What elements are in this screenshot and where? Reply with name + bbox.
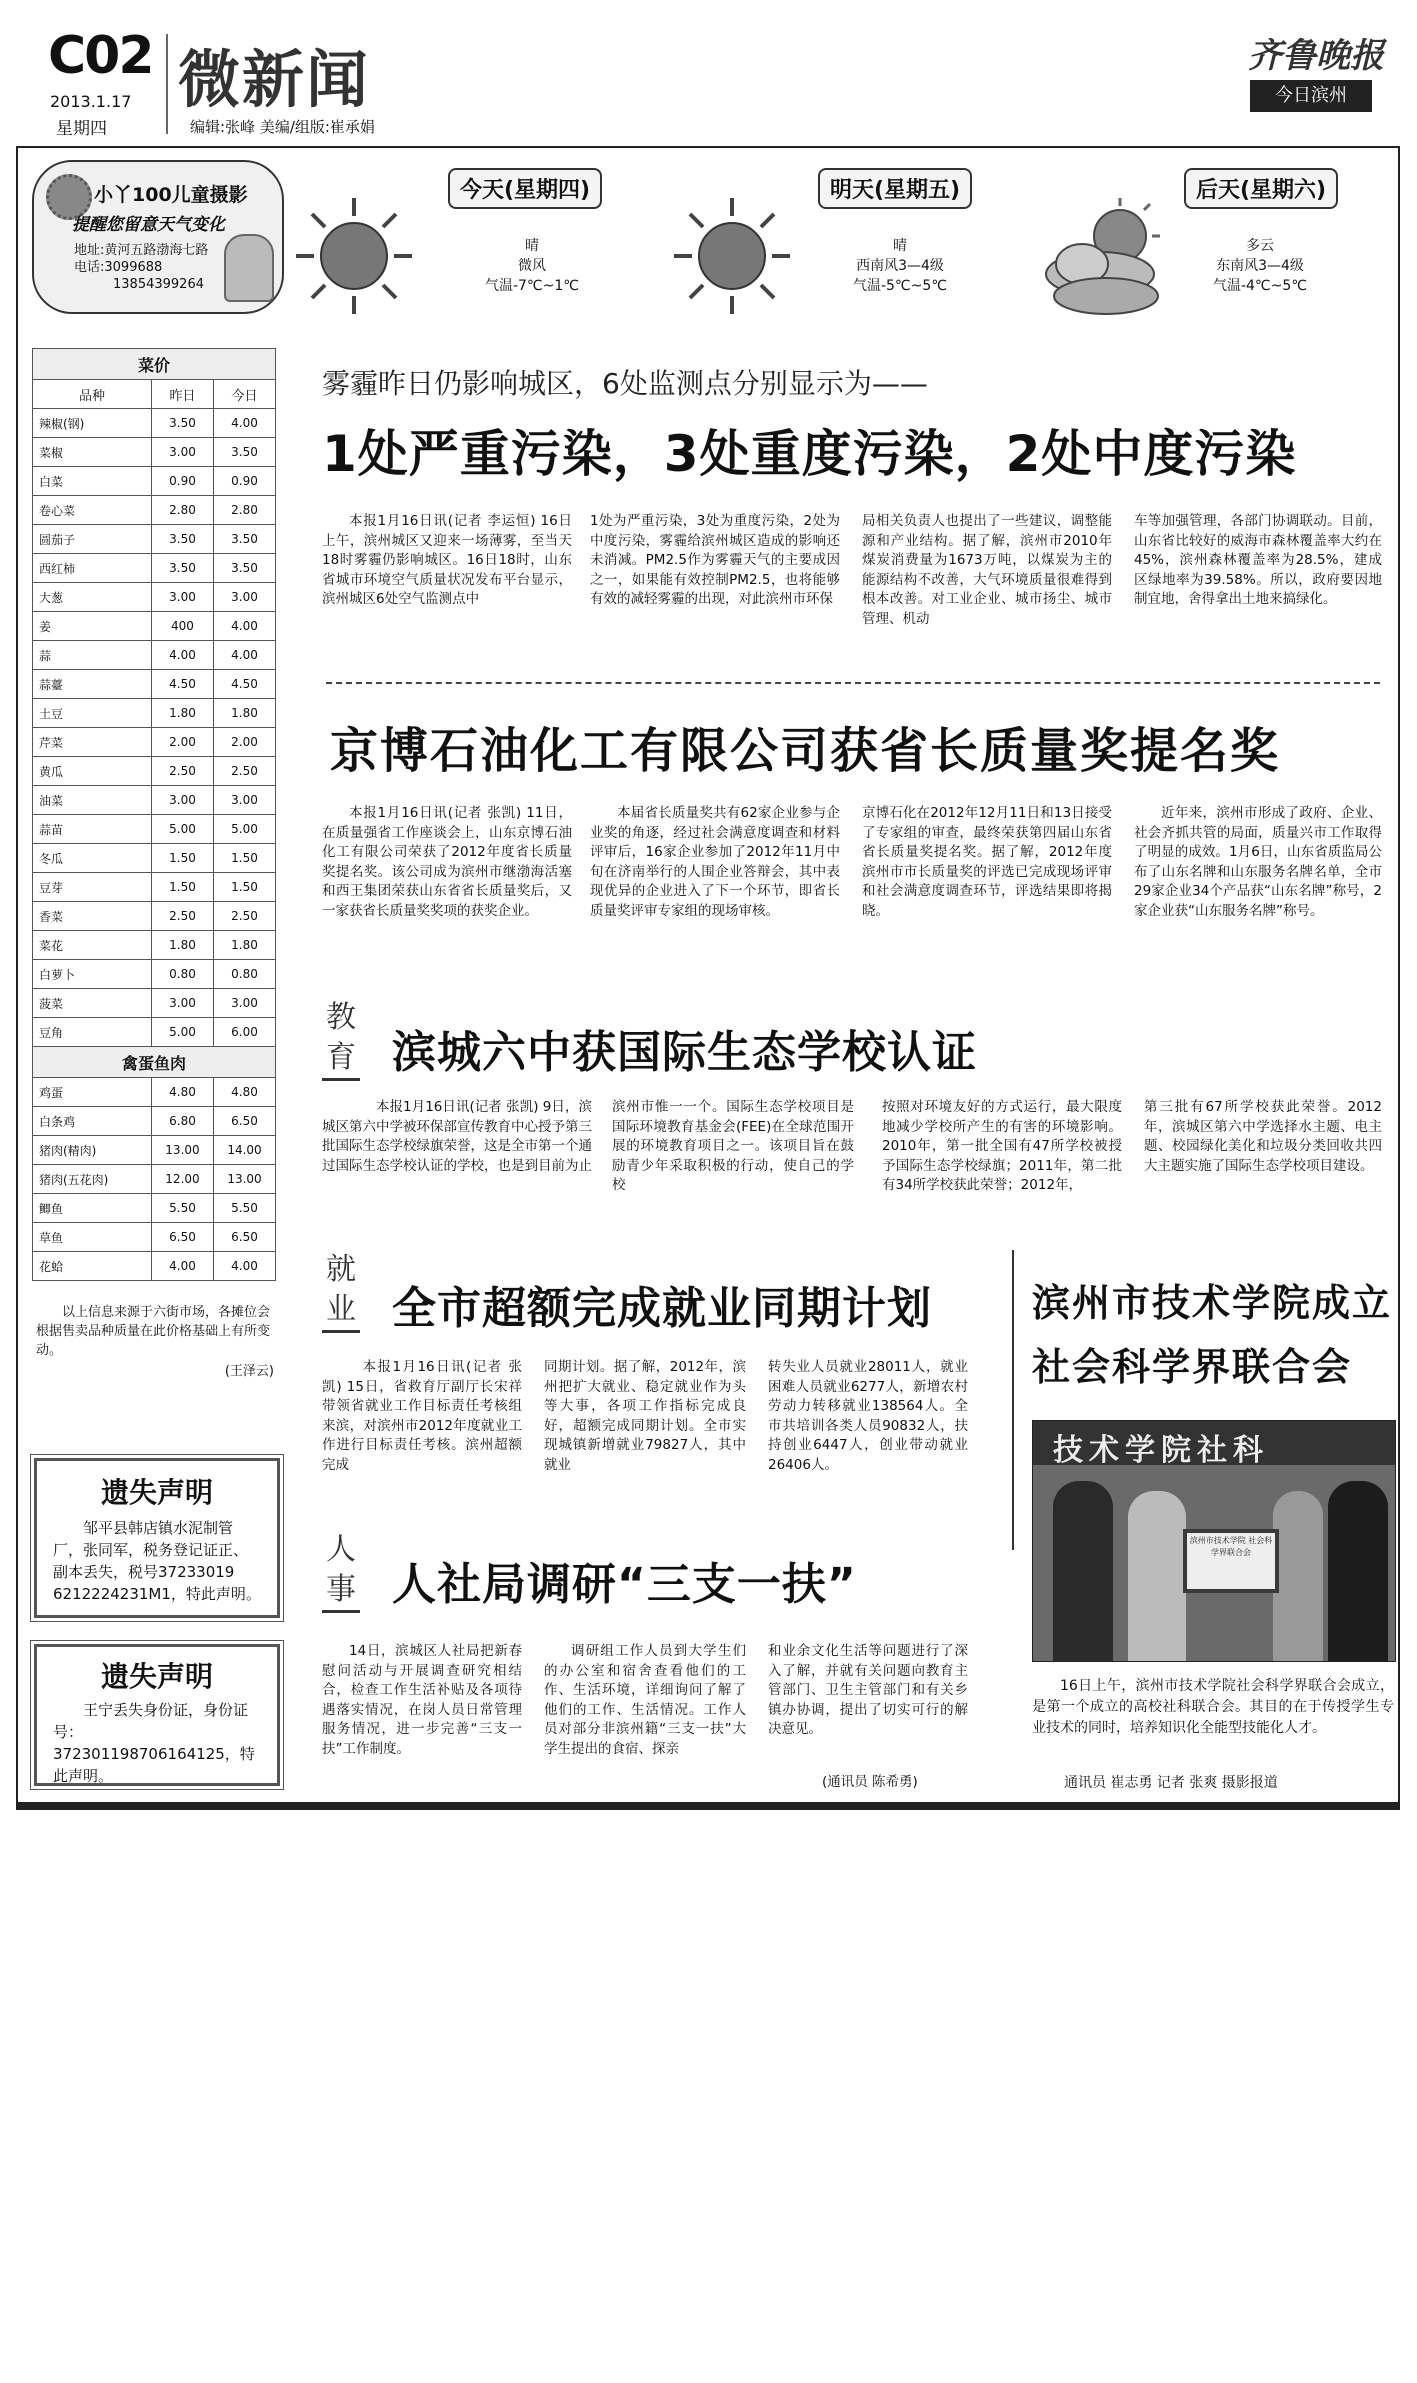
weather-info <box>442 236 622 296</box>
price-today: 6.50 <box>213 1223 275 1252</box>
price-yesterday: 6.80 <box>151 1107 213 1136</box>
price-today: 4.00 <box>213 409 275 438</box>
price-row <box>33 728 276 757</box>
person-figure <box>1273 1491 1323 1661</box>
price-yesterday: 400 <box>151 612 213 641</box>
story-col: 同期计划。据了解，2012年，滨州把扩大就业、稳定就业作为头等大事，各项工作指标完成良好，超额完成同期计划。全市实现城镇新增就业79827人，其中就业 <box>544 1359 746 1473</box>
photo-credit: 通讯员 崔志勇 记者 张爽 摄影报道 <box>1064 1775 1278 1791</box>
price-today: 6.50 <box>213 1107 275 1136</box>
cloudy-icon <box>1036 192 1176 322</box>
price-section-title: 禽蛋鱼肉 <box>33 1047 276 1078</box>
price-row <box>33 902 276 931</box>
story-headline: 人社局调研“三支一扶” <box>392 1559 857 1610</box>
price-yesterday: 1.50 <box>151 873 213 902</box>
weather-day-label: 今天(星期四) <box>448 168 602 209</box>
price-today: 0.90 <box>213 467 275 496</box>
price-yesterday: 6.50 <box>151 1223 213 1252</box>
sun-icon <box>294 196 414 316</box>
ad-phone1: 3099688 <box>104 260 163 275</box>
price-item: 大葱 <box>33 583 152 612</box>
price-item: 猪肉(精肉) <box>33 1136 152 1165</box>
price-item: 白条鸡 <box>33 1107 152 1136</box>
price-today: 2.00 <box>213 728 275 757</box>
price-row <box>33 1078 276 1107</box>
price-today: 2.50 <box>213 757 275 786</box>
section-logo: 微新闻 <box>178 43 371 116</box>
price-yesterday: 2.50 <box>151 902 213 931</box>
story-col: 近年来，滨州市形成了政府、企业、社会齐抓共管的局面，质量兴市工作取得了明显的成效。1月6日，山东省质监局公布了山东名牌和山东服务名牌名单，全市29家企业34个产品获“山东名牌”称号，2家企业获“山东服务名牌”称号。 <box>1134 805 1382 919</box>
story-col: 调研组工作人员到大学生们的办公室和宿舍查看他们的工作、生活环境，详细询问了解了他们的工作、生活情况。工作人员对部分非滨州籍“三支一扶”大学生提出的食宿、探亲 <box>544 1643 746 1757</box>
price-today: 3.00 <box>213 989 275 1018</box>
price-today: 4.00 <box>213 612 275 641</box>
weather-wind: 微风 <box>518 258 546 274</box>
price-item: 辣椒(钢) <box>33 409 152 438</box>
price-row <box>33 438 276 467</box>
price-today: 4.80 <box>213 1078 275 1107</box>
story-divider-vertical <box>1012 1250 1014 1550</box>
price-row <box>33 989 276 1018</box>
issue-weekday: 星期四 <box>56 119 107 139</box>
story-col: 转失业人员就业28011人，就业困难人员就业6277人，新增农村劳动力转移就业138564人。全市共培训各类人员90832人，扶持创业6447人，创业带动就业26406人。 <box>768 1359 968 1473</box>
weather-condition: 晴 <box>893 238 907 254</box>
story-col: 和业余文化生活等问题进行了深入了解，并就有关问题向教育主管部门、卫生主管部门和有关乡镇办协调，提出了切实可行的解决意见。 <box>768 1643 968 1737</box>
ad-address-label: 地址: <box>74 243 105 258</box>
story-kicker: 雾霾昨日仍影响城区，6处监测点分别显示为—— <box>322 367 928 400</box>
price-today: 1.50 <box>213 873 275 902</box>
price-item: 油菜 <box>33 786 152 815</box>
price-item: 土豆 <box>33 699 152 728</box>
page-code: C02 <box>48 26 153 86</box>
price-table-box <box>32 348 278 1379</box>
weather-info <box>1170 236 1350 296</box>
frame-bottom-bar <box>16 1802 1400 1808</box>
category-label: 人事 <box>322 1530 360 1613</box>
price-item: 鸡蛋 <box>33 1078 152 1107</box>
price-yesterday: 3.00 <box>151 583 213 612</box>
price-row <box>33 844 276 873</box>
price-item: 草鱼 <box>33 1223 152 1252</box>
lost-notice-title: 遗失声明 <box>100 1660 213 1693</box>
story-col: 车等加强管理，各部门协调联动。目前，山东省比较好的威海市森林覆盖率大约在45%，滨州森林覆盖率为28.5%，建成区绿地率为39.58%。所以，政府要因地制宜地，舍得拿出土地来搞绿化。 <box>1134 513 1382 607</box>
weather-wind: 东南风3—4级 <box>1216 258 1304 274</box>
price-row <box>33 931 276 960</box>
price-yesterday: 1.50 <box>151 844 213 873</box>
section-divider <box>326 682 1380 684</box>
price-item: 蒜苗 <box>33 815 152 844</box>
weather-day-label: 明天(星期五) <box>818 168 972 209</box>
price-yesterday: 1.80 <box>151 931 213 960</box>
price-item: 芹菜 <box>33 728 152 757</box>
story-sci-federation <box>1012 1250 1394 1800</box>
story-award <box>322 712 1392 982</box>
story-col: 1处为严重污染，3处为重度污染，2处为中度污染，雾霾给滨州城区造成的影响还未消减。PM2.5作为雾霾天气的主要成因之一，如果能有效控制PM2.5，也将能够有效的减轻雾霾的出现，对此滨州市环保 <box>590 513 840 607</box>
price-yesterday: 13.00 <box>151 1136 213 1165</box>
price-yesterday: 1.80 <box>151 699 213 728</box>
price-item: 西红柿 <box>33 554 152 583</box>
story-col: 本届省长质量奖共有62家企业参与企业奖的角逐，经过社会满意度调查和材料评审后，16家企业参加了2012年11月中旬在济南举行的人围企业答辩会，其中表现优异的企业进入了下一个环节，即省长质量奖评审专家组的现场审核。 <box>590 805 840 919</box>
price-today: 3.00 <box>213 583 275 612</box>
weather-temp: 气温-5℃~5℃ <box>852 278 948 294</box>
brand-name: 齐鲁晚报 <box>1248 36 1384 76</box>
price-yesterday: 0.80 <box>151 960 213 989</box>
ad-contact <box>74 242 208 293</box>
price-today: 6.00 <box>213 1018 275 1047</box>
story-col: 本报1月16日讯(记者 张凯) 11日，在质量强省工作座谈会上，山东京博石油化工有限公司荣获了2012年度省长质量奖提名奖。该公司成为滨州市继渤海活塞和西王集团荣获山东省省长质量奖后，又一家获省长质量奖奖项的获奖企业。 <box>322 805 572 919</box>
price-yesterday: 4.50 <box>151 670 213 699</box>
price-yesterday: 5.50 <box>151 1194 213 1223</box>
price-row <box>33 583 276 612</box>
lost-notice-body: 王宁丢失身份证，身份证号：372301198706164125，特此声明。 <box>53 1701 255 1785</box>
price-item: 豆芽 <box>33 873 152 902</box>
price-row <box>33 757 276 786</box>
price-yesterday: 4.00 <box>151 1252 213 1281</box>
price-item: 姜 <box>33 612 152 641</box>
story-byline: (通讯员 陈希勇) <box>822 1774 918 1790</box>
editor-line: 编辑:张峰 美编/组版:崔承娟 <box>190 118 375 136</box>
price-row <box>33 1107 276 1136</box>
price-table <box>32 348 276 1281</box>
price-item: 蒜薹 <box>33 670 152 699</box>
price-row <box>33 467 276 496</box>
price-yesterday: 3.50 <box>151 554 213 583</box>
price-row <box>33 641 276 670</box>
story-col: 局相关负责人也提出了一些建议，调整能源和产业结构。据了解，滨州市2010年煤炭消费量为1673万吨，以煤炭为主的能源结构不改善，大气环境质量很难得到根本改善。对工业企业、城市扬尘、城市管理、机动 <box>862 513 1112 627</box>
price-today: 3.50 <box>213 554 275 583</box>
price-today: 4.00 <box>213 1252 275 1281</box>
kids-illustration-icon <box>224 234 274 302</box>
category-label: 就业 <box>322 1250 360 1333</box>
weather-day-after <box>1034 166 1394 326</box>
ad-phone-label: 电话: <box>74 260 105 275</box>
price-note: 以上信息来源于六街市场，各摊位会根据售卖品种质量在此价格基础上有所变动。 <box>36 1305 271 1358</box>
price-today: 5.50 <box>213 1194 275 1223</box>
price-yesterday: 3.50 <box>151 409 213 438</box>
story-col: 滨州市惟一一个。国际生态学校项目是国际环境教育基金会(FEE)在全球范围开展的环境教育项目之一。该项目旨在鼓励青少年采取积极的行动，使自己的学校 <box>612 1099 854 1193</box>
person-figure <box>1128 1491 1186 1661</box>
story-col: 第三批有67所学校获此荣誉。2012年，滨城区第六中学选择水主题、电主题、校园绿化美化和垃圾分类回收共四大主题实施了国际生态学校项目建设。 <box>1144 1099 1382 1174</box>
col-header: 品种 <box>33 380 152 409</box>
story-col: 本报1月16日讯(记者 李运恒) 16日上午，滨州城区又迎来一场薄雾，至当天18时雾霾仍影响城区。16日18时，山东省城市环境空气质量状况发布平台显示，滨州城区6处空气监测点中 <box>322 513 572 607</box>
price-row <box>33 1136 276 1165</box>
price-row <box>33 496 276 525</box>
price-yesterday: 2.50 <box>151 757 213 786</box>
weather-today <box>292 166 642 326</box>
ad-phone2: 13854399264 <box>113 277 204 292</box>
ad-title: 小丫100儿童摄影 <box>94 184 248 206</box>
story-col: 按照对环境友好的方式运行，最大限度地减少学校所产生的有害的环境影响。2010年，第一批全国有47所学校被授予国际生态学校绿旗；2011年，第二批有34所学校获此荣誉；2012年， <box>882 1099 1122 1193</box>
price-today: 1.80 <box>213 699 275 728</box>
story-headline: 滨城六中获国际生态学校认证 <box>392 1027 977 1078</box>
lost-notice-2 <box>34 1644 280 1786</box>
category-label: 教育 <box>322 998 360 1081</box>
price-item: 蒜 <box>33 641 152 670</box>
price-item: 豆角 <box>33 1018 152 1047</box>
price-row <box>33 960 276 989</box>
price-yesterday: 3.00 <box>151 786 213 815</box>
price-item: 鲫鱼 <box>33 1194 152 1223</box>
price-row <box>33 815 276 844</box>
sun-icon <box>672 196 792 316</box>
price-yesterday: 2.00 <box>151 728 213 757</box>
price-today: 1.50 <box>213 844 275 873</box>
story-col: 京博石化在2012年12月11日和13日接受了专家组的审查，最终荣获第四届山东省省长质量奖提名奖。据了解，2012年度滨州市市长质量奖的评选已完成现场评审和社会满意度调查环节，评选结果即将揭晓。 <box>862 805 1112 919</box>
price-yesterday: 3.50 <box>151 525 213 554</box>
price-item: 冬瓜 <box>33 844 152 873</box>
story-employment <box>322 1250 1002 1510</box>
photo-studio-ad <box>32 160 284 314</box>
price-today: 4.50 <box>213 670 275 699</box>
person-figure <box>1053 1481 1113 1661</box>
photo-caption: 16日上午，滨州市技术学院社会科学界联合会成立，是第一个成立的高校社科联合会。其目的在于传授学生专业技术的同时，培养知识化全能型技能化人才。 <box>1032 1678 1394 1736</box>
story-hr-bureau <box>322 1530 1002 1800</box>
price-yesterday: 0.90 <box>151 467 213 496</box>
price-today: 0.80 <box>213 960 275 989</box>
price-row <box>33 670 276 699</box>
price-yesterday: 5.00 <box>151 815 213 844</box>
person-figure <box>1328 1481 1388 1661</box>
lost-notice-title: 遗失声明 <box>100 1476 213 1509</box>
price-today: 1.80 <box>213 931 275 960</box>
story-col: 本报1月16日讯(记者 张凯) 9日，滨城区第六中学被环保部宣传教育中心授予第三批国际生态学校绿旗荣誉，这是全市第一个通过国际生态学校认证的学校，也是到目前为止 <box>322 1099 592 1174</box>
weather-wind: 西南风3—4级 <box>856 258 944 274</box>
issue-date: 2013.1.17 <box>50 92 132 111</box>
price-yesterday: 2.80 <box>151 496 213 525</box>
price-row <box>33 786 276 815</box>
price-row <box>33 525 276 554</box>
weather-temp: 气温-4℃~5℃ <box>1212 278 1308 294</box>
story-headline: 1处严重污染，3处重度污染，2处中度污染 <box>322 425 1297 483</box>
lost-notice-1 <box>34 1458 280 1618</box>
price-yesterday: 5.00 <box>151 1018 213 1047</box>
price-item: 卷心菜 <box>33 496 152 525</box>
price-row <box>33 1194 276 1223</box>
price-yesterday: 3.00 <box>151 989 213 1018</box>
weather-temp: 气温-7℃~1℃ <box>484 278 580 294</box>
price-note-author: (王泽云) <box>224 1364 274 1379</box>
price-table-title: 菜价 <box>33 349 276 380</box>
price-today: 5.00 <box>213 815 275 844</box>
story-col: 本报1月16日讯(记者 张凯) 15日，省救育厅副厅长宋祥带领省就业工作目标责任考核组来滨，对滨州市2012年度就业工作进行目标责任考核。滨州超额完成 <box>322 1359 522 1473</box>
page-header <box>0 0 1417 150</box>
col-header: 昨日 <box>151 380 213 409</box>
price-item: 白萝卜 <box>33 960 152 989</box>
price-item: 菠菜 <box>33 989 152 1018</box>
story-eco-school <box>322 998 1392 1238</box>
price-item: 菜椒 <box>33 438 152 467</box>
weather-condition: 晴 <box>525 238 539 254</box>
price-item: 圆茄子 <box>33 525 152 554</box>
story-headline: 京博石油化工有限公司获省长质量奖提名奖 <box>330 723 1281 779</box>
price-today: 13.00 <box>213 1165 275 1194</box>
price-item: 香菜 <box>33 902 152 931</box>
price-row <box>33 554 276 583</box>
plaque-text: 滨州市技术学院 社会科学界联合会 <box>1189 1536 1273 1557</box>
price-row <box>33 409 276 438</box>
photo-banner-text: 技术学院社科 <box>1053 1433 1269 1468</box>
price-today: 3.50 <box>213 438 275 467</box>
story-headline-1: 滨州市技术学院成立 <box>1032 1281 1393 1325</box>
price-section-row <box>33 1047 276 1078</box>
price-row <box>33 699 276 728</box>
story-smog <box>322 362 1392 682</box>
weather-day-label: 后天(星期六) <box>1184 168 1338 209</box>
ad-address: 黄河五路渤海七路 <box>104 243 209 258</box>
price-today: 3.00 <box>213 786 275 815</box>
price-yesterday: 12.00 <box>151 1165 213 1194</box>
price-item: 白菜 <box>33 467 152 496</box>
price-item: 黄瓜 <box>33 757 152 786</box>
price-today: 4.00 <box>213 641 275 670</box>
story-headline-2: 社会科学界联合会 <box>1032 1345 1353 1389</box>
story-headline: 全市超额完成就业同期计划 <box>392 1283 932 1334</box>
header-divider <box>166 34 168 134</box>
weather-condition: 多云 <box>1246 238 1274 254</box>
price-item: 菜花 <box>33 931 152 960</box>
weather-info <box>810 236 990 296</box>
price-yesterday: 3.00 <box>151 438 213 467</box>
price-row <box>33 1165 276 1194</box>
brand-edition: 今日滨州 <box>1250 80 1372 112</box>
story-col: 14日，滨城区人社局把新春慰问活动与开展调查研究相结合，检查工作生活补贴及各项待遇落实情况，在岗人员日常管理服务情况，进一步完善“三支一扶”工作制度。 <box>322 1643 522 1757</box>
price-row <box>33 1018 276 1047</box>
price-row <box>33 873 276 902</box>
price-row <box>33 1252 276 1281</box>
ad-slogan: 提醒您留意天气变化 <box>72 215 225 235</box>
price-row <box>33 1223 276 1252</box>
price-today: 2.80 <box>213 496 275 525</box>
weather-tomorrow <box>670 166 1020 326</box>
news-photo <box>1032 1420 1396 1662</box>
price-today: 14.00 <box>213 1136 275 1165</box>
price-yesterday: 4.00 <box>151 641 213 670</box>
lost-notice-body: 邹平县韩店镇水泥制管厂，张同军，税务登记证正、副本丢失，税号37233019 6212224231M1，特此声明。 <box>53 1519 261 1603</box>
price-today: 2.50 <box>213 902 275 931</box>
col-header: 今日 <box>213 380 275 409</box>
price-today: 3.50 <box>213 525 275 554</box>
price-row <box>33 612 276 641</box>
price-yesterday: 4.80 <box>151 1078 213 1107</box>
price-item: 花蛤 <box>33 1252 152 1281</box>
price-item: 猪肉(五花肉) <box>33 1165 152 1194</box>
